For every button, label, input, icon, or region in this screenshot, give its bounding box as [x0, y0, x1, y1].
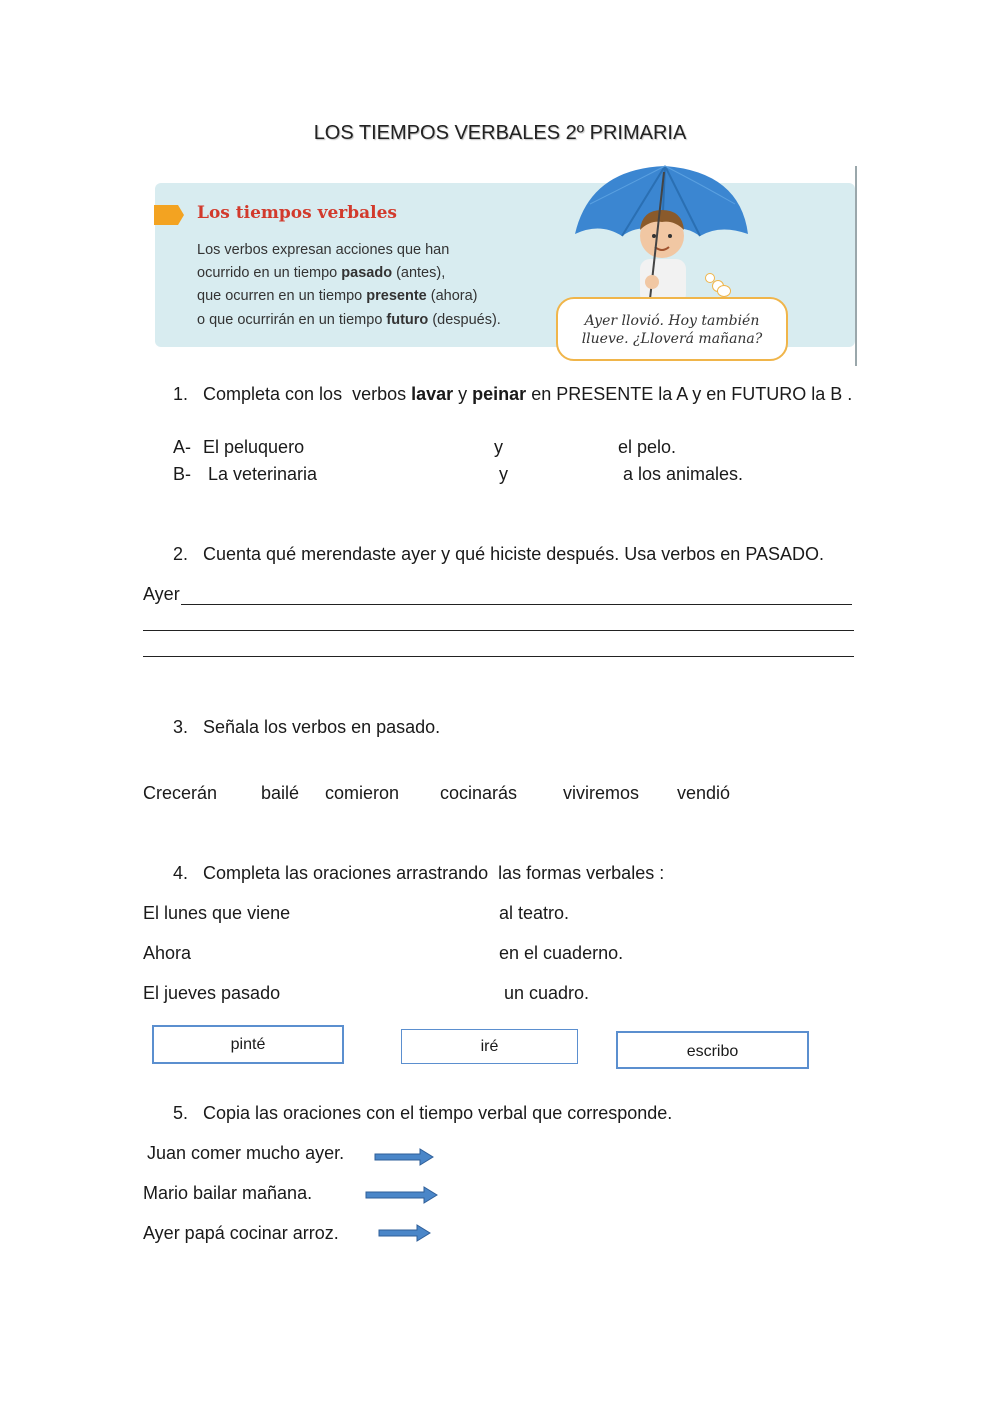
answer-start: Ayer — [143, 584, 180, 604]
question-1 — [173, 384, 852, 405]
info-box-edge — [855, 166, 857, 366]
question-text: Señala los verbos en pasado. — [203, 717, 441, 737]
question-text: Copia las oraciones con el tiempo verbal que corresponde. — [203, 1103, 673, 1123]
arrow-right-icon — [374, 1148, 434, 1166]
question-number: 4. — [173, 863, 189, 883]
info-line: ocurrido en un tiempo pasado (antes), — [197, 265, 446, 281]
item-b-y: y — [499, 464, 508, 484]
answer-line[interactable] — [143, 656, 854, 657]
question-text: Completa las oraciones arrastrando las formas verbales : — [203, 863, 665, 883]
sentence-to-copy: Mario bailar mañana. — [143, 1183, 313, 1203]
verb-option[interactable]: viviremos — [563, 783, 640, 803]
question-2 — [173, 544, 824, 565]
option-label: iré — [480, 1038, 499, 1055]
drag-option-escribo[interactable] — [616, 1031, 809, 1069]
question-number: 3. — [173, 717, 189, 737]
sentence-end: al teatro. — [499, 903, 570, 923]
sentence-to-copy: Ayer papá cocinar arroz. — [143, 1223, 339, 1243]
arrow-right-icon — [378, 1224, 431, 1242]
question-4 — [173, 863, 664, 884]
question-number: 2. — [173, 544, 189, 564]
question-number: 1. — [173, 384, 189, 404]
info-keyword: pasado — [341, 265, 393, 281]
info-line: Los verbos expresan acciones que han — [197, 242, 450, 258]
drag-option-pinte[interactable] — [152, 1025, 344, 1064]
page-title: LOS TIEMPOS VERBALES 2º PRIMARIA — [313, 122, 687, 144]
question-number: 5. — [173, 1103, 189, 1123]
verb-peinar: peinar — [472, 384, 527, 404]
verb-option[interactable]: bailé — [261, 783, 300, 803]
question-5 — [173, 1103, 672, 1124]
item-a-end: el pelo. — [618, 437, 677, 457]
verb-option[interactable]: cocinarás — [440, 783, 518, 803]
item-a-label: A- — [173, 437, 191, 457]
verb-lavar: lavar — [411, 384, 454, 404]
verb-option[interactable]: Crecerán — [143, 783, 218, 803]
question-text: Completa con los verbos — [203, 384, 412, 404]
info-heading: Los tiempos verbales — [197, 203, 398, 223]
verb-option[interactable]: comieron — [325, 783, 400, 803]
sentence-end: en el cuaderno. — [499, 943, 624, 963]
bubble-line: llueve. ¿Lloverá mañana? — [581, 331, 763, 347]
info-tab-marker — [154, 205, 184, 225]
item-b-label: B- — [173, 464, 191, 484]
item-a-text: El peluquero — [203, 437, 305, 457]
thought-dot — [717, 285, 731, 297]
info-keyword: futuro — [386, 312, 429, 328]
sentence-start: El lunes que viene — [143, 903, 291, 923]
option-label: escribo — [686, 1043, 739, 1060]
bubble-line: Ayer llovió. Hoy también — [584, 313, 760, 329]
info-keyword: presente — [366, 288, 427, 304]
item-b-text: La veterinaria — [208, 464, 318, 484]
item-a-y: y — [494, 437, 503, 457]
question-text: en PRESENTE la A y en FUTURO la B . — [526, 384, 853, 404]
info-line: que ocurren en un tiempo presente (ahora) — [197, 288, 478, 304]
question-3 — [173, 717, 440, 738]
option-label: pinté — [230, 1036, 266, 1053]
answer-line[interactable] — [143, 630, 854, 631]
sentence-end: un cuadro. — [504, 983, 590, 1003]
answer-line[interactable] — [181, 604, 852, 605]
speech-bubble — [556, 297, 788, 361]
sentence-start: Ahora — [143, 943, 192, 963]
sentence-start: El jueves pasado — [143, 983, 281, 1003]
info-line: o que ocurrirán en un tiempo futuro (después). — [197, 312, 501, 328]
question-text: Cuenta qué merendaste ayer y qué hiciste después. Usa verbos en PASADO. — [203, 544, 825, 564]
item-b-end: a los animales. — [623, 464, 744, 484]
sentence-to-copy: Juan comer mucho ayer. — [147, 1143, 345, 1163]
drag-option-ire[interactable] — [401, 1029, 578, 1064]
verb-option[interactable]: vendió — [677, 783, 731, 803]
arrow-right-icon — [365, 1186, 438, 1204]
question-text: y — [453, 384, 473, 404]
